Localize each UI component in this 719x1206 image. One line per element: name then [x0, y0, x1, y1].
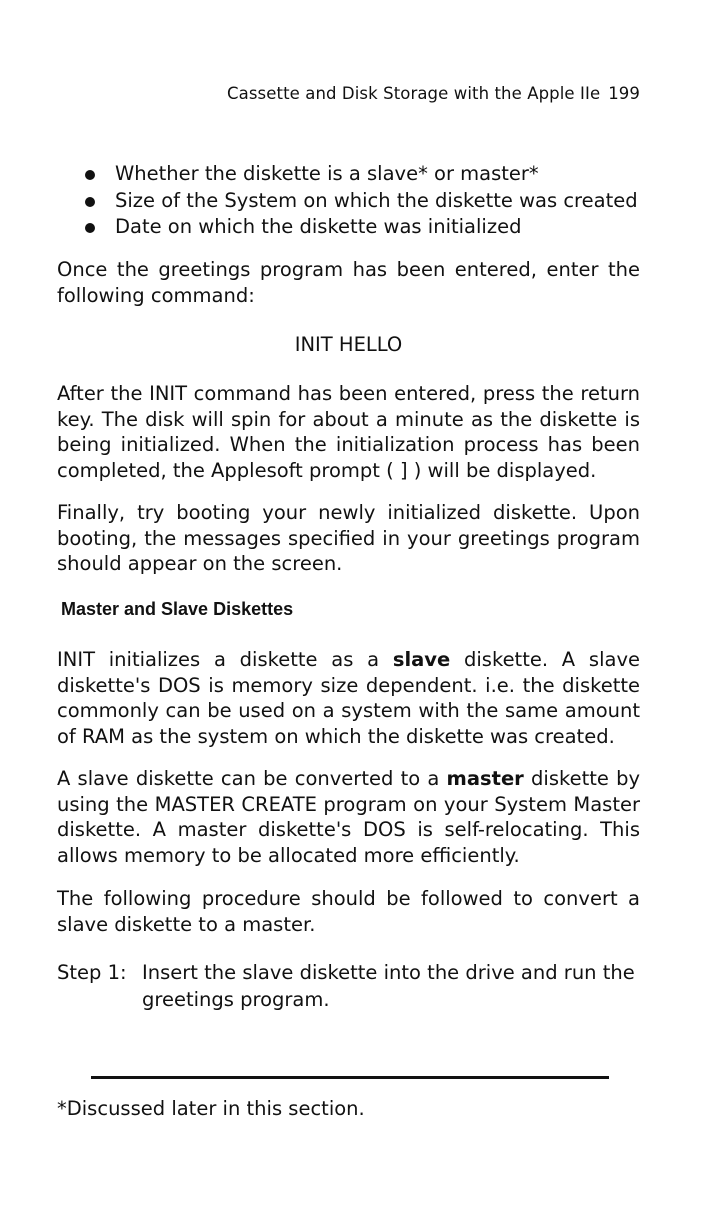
- paragraph-master: [57, 766, 640, 868]
- paragraph-text: diskette by using the MASTER CREATE program on your System Master diskette. A master diskette's DOS is self-relocating. This allows memory to be allocated more efficiently.: [57, 767, 640, 867]
- step-text: Insert the slave diskette into the drive and run the greetings program.: [142, 961, 635, 1011]
- bullet-list: [83, 161, 638, 241]
- paragraph-procedure: The following procedure should be followed to convert a slave diskette to a master.: [57, 887, 640, 936]
- paragraph-booting: Finally, try booting your newly initialized diskette. Upon booting, the messages specified in your greetings program should appear on the screen.: [57, 501, 640, 575]
- paragraph-greetings: Once the greetings program has been entered, enter the following command:: [57, 258, 640, 307]
- list-item: Whether the diskette is a slave* or master*: [83, 161, 638, 188]
- section-heading: Master and Slave Diskettes: [61, 599, 294, 619]
- book-page: [57, 0, 640, 1206]
- bold-term-master: master: [446, 767, 524, 790]
- running-header: [227, 84, 640, 103]
- paragraph-after-init: After the INIT command has been entered, press the return key. The disk will spin for about a minute as the diskette is being initialized. When the initialization process has been completed, the Applesoft prompt ( ] ) will be displayed.: [57, 382, 640, 482]
- paragraph-text: INIT initializes a diskette as a: [57, 648, 393, 671]
- command-line: INIT HELLO: [294, 333, 403, 356]
- page-number: 199: [608, 84, 640, 103]
- paragraph-text: diskette. A slave diskette's DOS is memory size dependent. i.e. the diskette commonly can be used on a system with the same amount of RAM as the system on which the diskette was created.: [57, 648, 640, 748]
- paragraph-slave: [57, 647, 640, 749]
- footnote-divider: [91, 1076, 609, 1079]
- footnote: *Discussed later in this section.: [57, 1097, 365, 1120]
- bold-term-slave: slave: [392, 648, 451, 671]
- list-item: Date on which the diskette was initialized: [83, 214, 638, 241]
- list-item: Size of the System on which the diskette was created: [83, 188, 638, 215]
- step-label: Step 1:: [57, 961, 127, 984]
- paragraph-text: A slave diskette can be converted to a: [57, 767, 447, 790]
- header-title: Cassette and Disk Storage with the Apple IIe: [227, 84, 601, 103]
